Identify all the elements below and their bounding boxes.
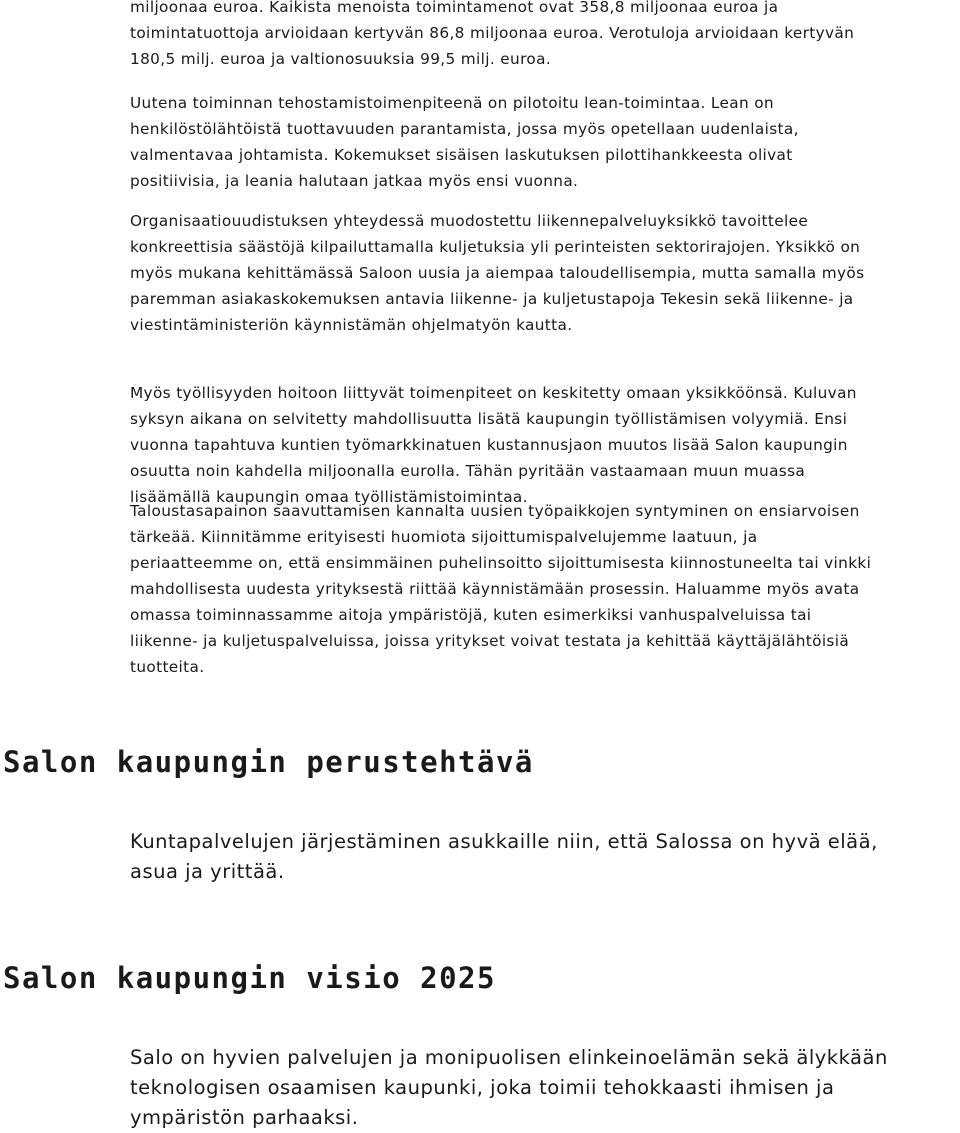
body-paragraph: miljoonaa euroa. Kaikista menoista toimintamenot ovat 358,8 miljoonaa euroa ja toimintatuottoja arvioidaan kertyvän 86,8 miljoonaa euroa. Verotuloja arvioidaan kertyvän 180,5 milj. euroa ja valtionosuuksia 99,5 milj. euroa. (130, 0, 855, 68)
section-heading: Salon kaupungin perustehtävä (3, 745, 534, 779)
body-paragraph: Taloustasapainon saavuttamisen kannalta uusien työpaikkojen syntyminen on ensiarvoisen tärkeää. Kiinnitämme erityisesti huomiota sijoittumispalvelujemme laatuun, ja periaatteemme on, että ensimmäinen puhelinsoitto sijoittumisesta kiinnostuneelta tai vinkki mahdollisesta uudesta yrityksestä riittää käynnistämään prosessin. Haluamme myös avata omassa toiminnassamme aitoja ympäristöjä, kuten esimerkiksi vanhuspalveluissa tai liikenne- ja kuljetuspalveluissa, joissa yritykset voivat testata ja kehittää käyttäjälähtöisiä tuotteita. (130, 502, 872, 676)
section-text: Salo on hyvien palvelujen ja monipuolisen elinkeinoelämän sekä älykkään teknologisen osaamisen kaupunki, joka toimii tehokkaasti ihmisen ja ympäristön parhaaksi. (130, 1046, 888, 1129)
section-heading: Salon kaupungin visio 2025 (3, 961, 496, 995)
body-paragraph: Organisaatiouudistuksen yhteydessä muodostettu liikennepalveluyksikkö tavoittelee konkreettisia säästöjä kilpailuttamalla kuljetuksia yli perinteisten sektorirajojen. Yksikkö on myös mukana kehittämässä Saloon uusia ja aiempaa taloudellisempia, mutta samalla myös paremman asiakaskokemuksen antavia liikenne- ja kuljetustapoja Tekesin sekä liikenne- ja viestintäministeriön käynnistämän ohjelmatyön kautta. (130, 212, 865, 334)
section-text: Kuntapalvelujen järjestäminen asukkaille niin, että Salossa on hyvä elää, asua ja yrittää. (130, 830, 878, 883)
body-paragraph: Uutena toiminnan tehostamistoimenpiteenä on pilotoitu lean-toimintaa. Lean on henkilöstölähtöistä tuottavuuden parantamista, jossa myös opetellaan uudenlaista, valmentavaa johtamista. Kokemukset sisäisen laskutuksen pilottihankkeesta olivat positiivisia, ja leania halutaan jatkaa myös ensi vuonna. (130, 94, 799, 190)
body-paragraph: Myös työllisyyden hoitoon liittyvät toimenpiteet on keskitetty omaan yksikköönsä. Kuluvan syksyn aikana on selvitetty mahdollisuutta lisätä kaupungin työllistämisen volyymiä. Ensi vuonna tapahtuva kuntien työmarkkinatuen kustannusjaon muutos lisää Salon kaupungin osuutta noin kahdella miljoonalla eurolla. Tähän pyritään vastaamaan muun muassa lisäämällä kaupungin omaa työllistämistoimintaa. (130, 384, 857, 506)
